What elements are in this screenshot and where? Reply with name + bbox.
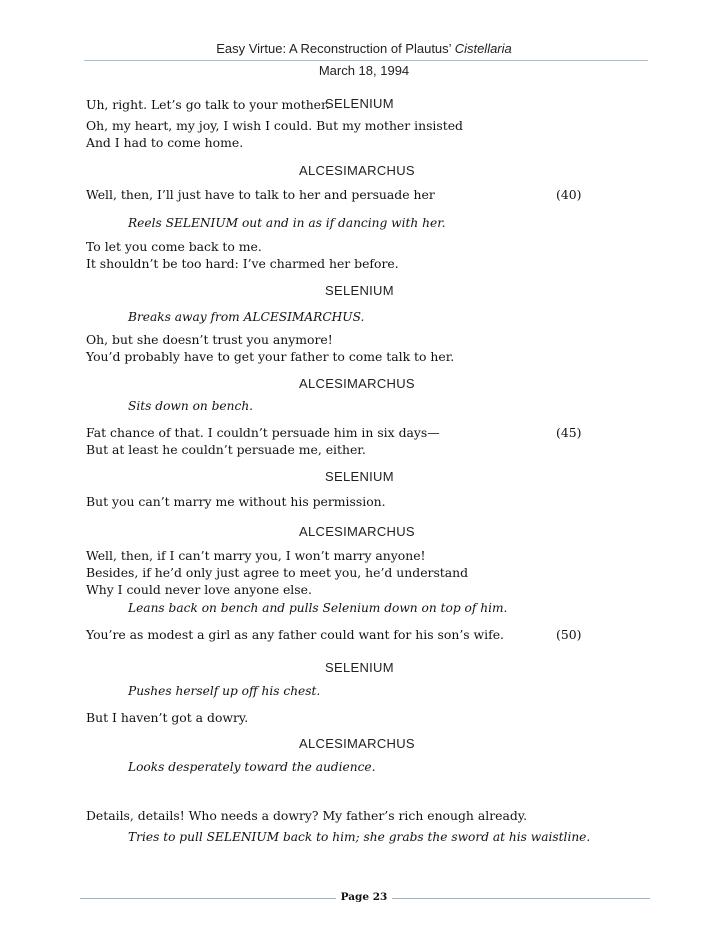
dialogue-block <box>86 424 606 458</box>
dialogue-line <box>86 709 606 726</box>
dialogue-line <box>86 493 606 510</box>
stage-direction: Looks desperately toward the audience. <box>128 760 376 774</box>
dialogue-text: And I had to come home. <box>86 135 244 150</box>
dialogue-line <box>86 348 606 365</box>
speaker-name: ALCESIMARCHUS <box>299 163 415 178</box>
footer-divider-right <box>392 898 650 899</box>
dialogue-line <box>86 626 606 643</box>
dialogue-block <box>86 238 606 272</box>
dialogue-line <box>86 441 606 458</box>
dialogue-text: But I haven’t got a dowry. <box>86 710 249 725</box>
dialogue-line <box>86 807 606 824</box>
stage-direction: Pushes herself up off his chest. <box>128 684 321 698</box>
speaker-name: ALCESIMARCHUS <box>299 736 415 751</box>
speaker-name: ALCESIMARCHUS <box>299 376 415 391</box>
dialogue-text: Details, details! Who needs a dowry? My father’s rich enough already. <box>86 808 528 823</box>
dialogue-line <box>86 186 606 203</box>
stage-direction: Breaks away from ALCESIMARCHUS. <box>128 310 365 324</box>
dialogue-text: Well, then, if I can’t marry you, I won’t marry anyone! <box>86 548 426 563</box>
line-number: (50) <box>556 627 582 642</box>
dialogue-block <box>86 96 606 113</box>
dialogue-text: To let you come back to me. <box>86 239 262 254</box>
line-number: (45) <box>556 425 582 440</box>
dialogue-block <box>86 626 606 643</box>
dialogue-line <box>86 424 606 441</box>
dialogue-block <box>86 331 606 365</box>
page-number: Page 23 <box>340 891 388 903</box>
dialogue-line <box>86 117 606 134</box>
line-number: (40) <box>556 187 582 202</box>
running-header-title <box>0 41 728 56</box>
dialogue-text: But at least he couldn’t persuade me, either. <box>86 442 366 457</box>
dialogue-block <box>86 807 606 824</box>
dialogue-text: Well, then, I’ll just have to talk to her and persuade her <box>86 187 435 202</box>
dialogue-text: You’re as modest a girl as any father could want for his son’s wife. <box>86 627 504 642</box>
stage-direction: Leans back on bench and pulls Selenium down on top of him. <box>128 601 508 615</box>
stage-direction: Sits down on bench. <box>128 399 254 413</box>
dialogue-line <box>86 255 606 272</box>
dialogue-line <box>86 564 606 581</box>
dialogue-text: It shouldn’t be too hard: I’ve charmed her before. <box>86 256 399 271</box>
dialogue-text: You’d probably have to get your father to come talk to her. <box>86 349 455 364</box>
header-title-italic: Cistellaria <box>454 41 512 56</box>
header-title-text: Easy Virtue: A Reconstruction of Plautus’ <box>216 41 455 56</box>
dialogue-line <box>86 581 606 598</box>
dialogue-text: Fat chance of that. I couldn’t persuade him in six days— <box>86 425 440 440</box>
header-date: March 18, 1994 <box>318 63 410 78</box>
dialogue-text: Oh, my heart, my joy, I wish I could. But my mother insisted <box>86 118 463 133</box>
stage-direction: Tries to pull SELENIUM back to him; she grabs the sword at his waistline. <box>128 830 591 844</box>
speaker-name: SELENIUM <box>325 660 394 675</box>
footer-divider-left <box>80 898 336 899</box>
dialogue-line <box>86 547 606 564</box>
dialogue-line <box>86 238 606 255</box>
dialogue-text: Oh, but she doesn’t trust you anymore! <box>86 332 333 347</box>
dialogue-text: But you can’t marry me without his permission. <box>86 494 386 509</box>
dialogue-block <box>86 117 606 151</box>
dialogue-line <box>86 134 606 151</box>
header-divider <box>84 60 648 61</box>
speaker-name: SELENIUM <box>325 96 394 111</box>
dialogue-block <box>86 709 606 726</box>
dialogue-text: Why I could never love anyone else. <box>86 582 312 597</box>
dialogue-block <box>86 186 606 203</box>
dialogue-text: Uh, right. Let’s go talk to your mother. <box>86 97 330 112</box>
dialogue-block <box>86 493 606 510</box>
dialogue-line <box>86 96 606 113</box>
stage-direction: Reels SELENIUM out and in as if dancing with her. <box>128 216 446 230</box>
dialogue-text: Besides, if he’d only just agree to meet you, he’d understand <box>86 565 469 580</box>
speaker-name: SELENIUM <box>325 283 394 298</box>
dialogue-line <box>86 331 606 348</box>
dialogue-block <box>86 547 606 598</box>
speaker-name: ALCESIMARCHUS <box>299 524 415 539</box>
speaker-name: SELENIUM <box>325 469 394 484</box>
